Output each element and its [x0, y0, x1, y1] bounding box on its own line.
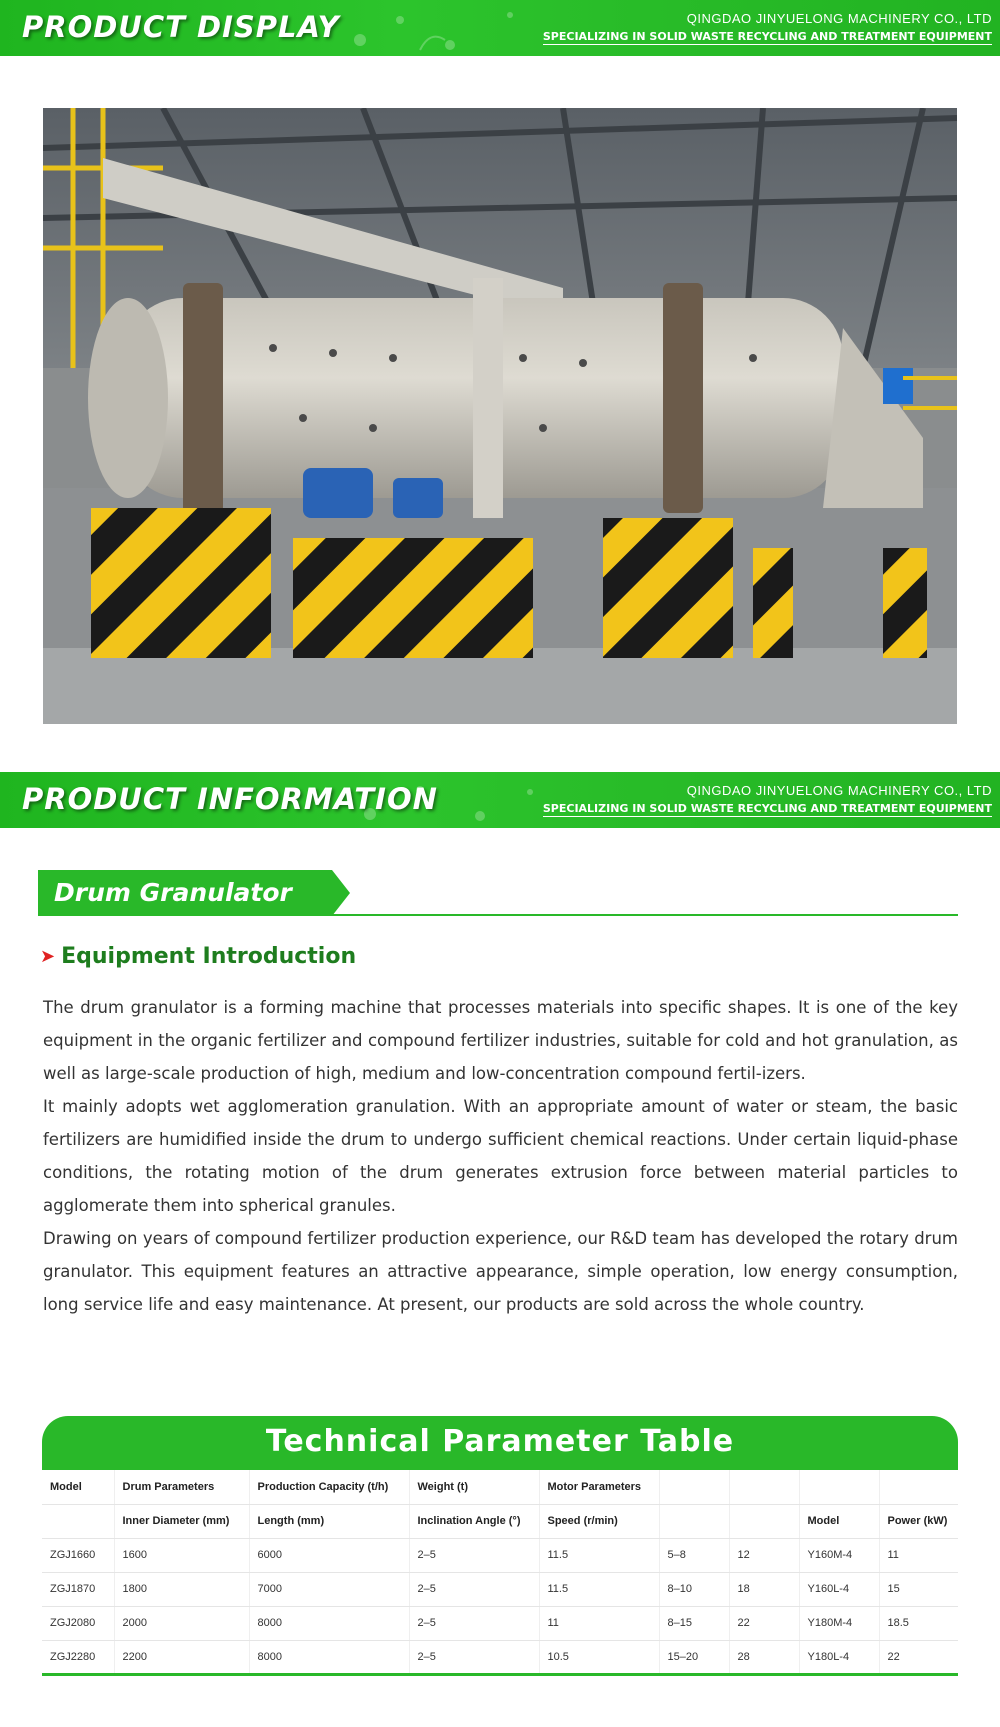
- table-cell: 28: [729, 1640, 799, 1674]
- red-arrow-icon: ➤: [40, 946, 56, 967]
- introduction-text: [43, 991, 958, 1321]
- table-cell: 8–10: [659, 1572, 729, 1606]
- table-cell: Inclination Angle (°): [409, 1504, 539, 1538]
- table-cell: 2–5: [409, 1640, 539, 1674]
- leaf-decoration-icon: [330, 0, 570, 56]
- table-cell: 18: [729, 1572, 799, 1606]
- intro-paragraph: Drawing on years of compound fertilizer production experience, our R&D team has developed the rotary drum granulator. This equipment features an attractive appearance, simple operation, low energy consumption, long service life and easy maintenance. At present, our products are sold across the whole country.: [43, 1229, 958, 1314]
- table-cell: Y180M-4: [799, 1606, 879, 1640]
- section-divider: [38, 914, 958, 916]
- table-cell: 15: [879, 1572, 958, 1606]
- intro-paragraph: It mainly adopts wet agglomeration granulation. With an appropriate amount of water or steam, the basic fertilizers are humidified inside the drum to undergo sufficient chemical reactions. Under certain liquid-phase conditions, the rotating motion of the drum generates extrusion force between material particles to agglomerate them into spherical granules.: [43, 1097, 958, 1215]
- table-header-row: [42, 1470, 958, 1504]
- table-cell: [729, 1504, 799, 1538]
- banner-company-name: QINGDAO JINYUELONG MACHINERY CO., LTD: [686, 783, 992, 798]
- table-cell: Motor Parameters: [539, 1470, 659, 1504]
- table-cell: Length (mm): [249, 1504, 409, 1538]
- table-cell: Model: [42, 1470, 114, 1504]
- table-cell: 8–15: [659, 1606, 729, 1640]
- table-cell: 11: [539, 1606, 659, 1640]
- table-cell: 18.5: [879, 1606, 958, 1640]
- table-cell: Speed (r/min): [539, 1504, 659, 1538]
- table-title: Technical Parameter Table: [265, 1424, 735, 1459]
- banner-slogan: SPECIALIZING IN SOLID WASTE RECYCLING AND TREATMENT EQUIPMENT: [542, 802, 992, 815]
- table-cell: Y160L-4: [799, 1572, 879, 1606]
- table-cell: 2–5: [409, 1606, 539, 1640]
- table-row: [42, 1640, 958, 1674]
- product-photo: [43, 108, 957, 724]
- table-cell: 15–20: [659, 1640, 729, 1674]
- table-cell: Inner Diameter (mm): [114, 1504, 249, 1538]
- table-cell: 1800: [114, 1572, 249, 1606]
- product-name-tab: [38, 870, 332, 916]
- table-cell: Drum Parameters: [114, 1470, 249, 1504]
- product-display-banner: [0, 0, 1000, 56]
- table-cell: [879, 1470, 958, 1504]
- table-cell: Y160M-4: [799, 1538, 879, 1572]
- table-cell: Power (kW): [879, 1504, 958, 1538]
- table-cell: 5–8: [659, 1538, 729, 1572]
- table-cell: ZGJ2080: [42, 1606, 114, 1640]
- table-cell: 11: [879, 1538, 958, 1572]
- table-cell: [729, 1470, 799, 1504]
- table-cell: Production Capacity (t/h): [249, 1470, 409, 1504]
- table-cell: Y180L-4: [799, 1640, 879, 1674]
- table-cell: 22: [729, 1606, 799, 1640]
- table-cell: 8000: [249, 1606, 409, 1640]
- table-cell: Model: [799, 1504, 879, 1538]
- table-cell: 11.5: [539, 1538, 659, 1572]
- drum-granulator-photo-icon: [43, 108, 957, 724]
- table-cell: 10.5: [539, 1640, 659, 1674]
- table-cell: 8000: [249, 1640, 409, 1674]
- table-cell: [799, 1470, 879, 1504]
- table-row: [42, 1538, 958, 1572]
- table-cell: 1600: [114, 1538, 249, 1572]
- parameter-table: [42, 1470, 958, 1676]
- table-title-bar: [42, 1416, 958, 1470]
- table-row: [42, 1572, 958, 1606]
- table-cell: 2–5: [409, 1572, 539, 1606]
- equipment-introduction-heading: [40, 944, 356, 969]
- banner-title: PRODUCT INFORMATION: [22, 782, 438, 816]
- table-cell: 6000: [249, 1538, 409, 1572]
- product-name: Drum Granulator: [54, 878, 292, 907]
- table-cell: ZGJ2280: [42, 1640, 114, 1674]
- table-cell: 7000: [249, 1572, 409, 1606]
- table-cell: Weight (t): [409, 1470, 539, 1504]
- technical-parameter-table: [42, 1416, 958, 1676]
- table-cell: [659, 1504, 729, 1538]
- product-information-banner: [0, 772, 1000, 828]
- table-cell: 2000: [114, 1606, 249, 1640]
- banner-title: PRODUCT DISPLAY: [22, 10, 340, 44]
- table-cell: ZGJ1660: [42, 1538, 114, 1572]
- table-cell: 2200: [114, 1640, 249, 1674]
- banner-company-name: QINGDAO JINYUELONG MACHINERY CO., LTD: [686, 11, 992, 26]
- subheading-text: Equipment Introduction: [61, 944, 357, 969]
- table-cell: [42, 1504, 114, 1538]
- intro-paragraph: The drum granulator is a forming machine that processes materials into specific shapes. It is one of the key equipment in the organic fertilizer and compound fertilizer industries, suitable for cold and hot granulation, as well as large-scale production of high, medium and low-concentration compound fertil-izers.: [43, 998, 958, 1083]
- table-cell: [659, 1470, 729, 1504]
- table-row: [42, 1606, 958, 1640]
- banner-slogan: SPECIALIZING IN SOLID WASTE RECYCLING AND TREATMENT EQUIPMENT: [542, 30, 992, 43]
- table-cell: 2–5: [409, 1538, 539, 1572]
- table-cell: 12: [729, 1538, 799, 1572]
- table-cell: ZGJ1870: [42, 1572, 114, 1606]
- table-header-row: [42, 1504, 958, 1538]
- table-cell: 11.5: [539, 1572, 659, 1606]
- table-cell: 22: [879, 1640, 958, 1674]
